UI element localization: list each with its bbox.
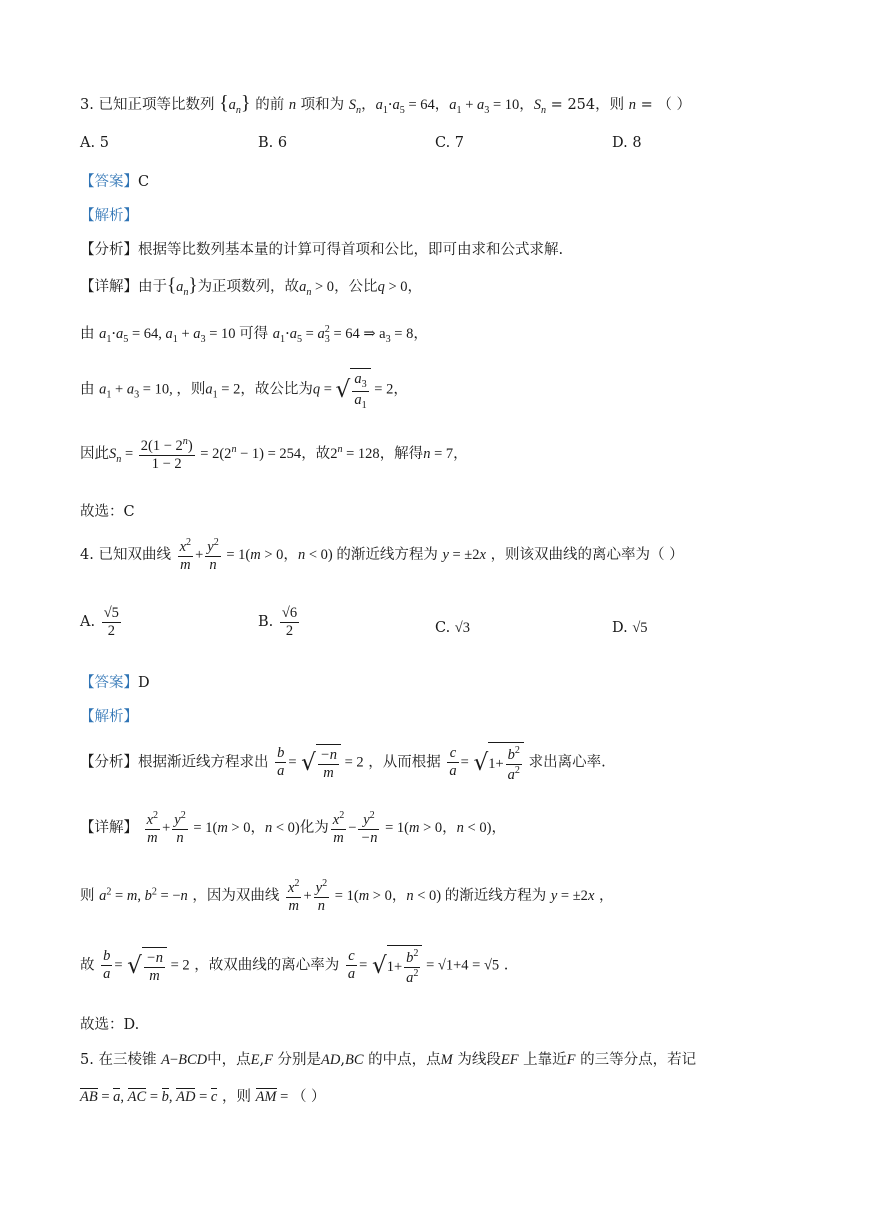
q3-choose: 故选：C [80,504,135,520]
q3-xiangjie-1: 【详解】由于$\{a_n\}$为正项数列，故$a_n > 0$，公比q > 0， [80,275,422,298]
q5-vectors: AB = a, AC = b, AD = c ，则 AM = （ ） [80,1089,326,1105]
q4-fenxi: 【分析】根据渐近线方程求出 $\frac{b}{a}$ = √ $\frac{-n}{m}$ = 2 ，从而根据 $\frac{c}{a}$ = √1+ $\frac{b^2}{a^2}$ 求出离心率. [80,742,810,792]
q3-fenxi: 【分析】根据等比数列基本量的计算可得首项和公比，即可由求和公式求解. [80,242,564,258]
q4-option-d: D. √5 [612,620,648,636]
q3-option-d: D. 8 [612,135,642,151]
q3-stem: 3. 已知正项等比数列 $\{a_n\}$ 的前 n 项和为 $S_n$，$a_1\cdot a_5 = 64$，$a_1 + a_3 = 10$，$S_n = 254$，则 n = （ ） [80,92,691,116]
q3-xiangjie-2: 由 $a_1\cdot a_5 = 64$, $a_1 + a_3 = 10$ 可得 $a_1\cdot a_5 = a_3^2 = 64$ ⇒ $a_3 = 8$， [80,324,428,345]
q3-analysis-tag: 【解析】 [80,208,138,224]
q4-stem: 4. 已知双曲线 $\frac{x^2}{m}$ + $\frac{y^2}{n}$ = 1(m > 0，n < 0) 的渐近线方程为 y = ±2x ，则该双曲线的离心率为（ ） [80,537,684,573]
q4-analysis-tag: 【解析】 [80,709,138,725]
q4-xiangjie-3: 故 $\frac{b}{a}$ = √ $\frac{-n}{m}$ = 2 ，故双曲线的离心率为 $\frac{c}{a}$ = √1+ $\frac{b^2}{a^2}$ = √1+4 = √5 . [80,945,810,995]
q4-xiangjie-2: 则 $a^2 = m$, $b^2 = -n$ ，因为双曲线 $\frac{x^2}{m}$ + $\frac{y^2}{n}$ = 1(m > 0，n < 0) 的渐近线方程为 y = ±2x ， [80,878,614,914]
q4-option-a: A. $\frac{√5}{2}$ [80,605,119,639]
q4-option-c: C. √3 [435,620,471,636]
q3-option-b: B. 6 [258,135,288,151]
q3-xiangjie-4: 因此$S_n$ = $\frac{2(1 - 2^n)}{1 - 2}$ = $2(2^n - 1) = 254$，故$2^n = 128$，解得n = 7， [80,436,468,472]
q3-option-c: C. 7 [435,135,465,151]
q3-answer: 【答案】C [80,174,150,190]
q3-xiangjie-3: 由 $a_1 + a_3 = 10$, ，则$a_1 = 2$，故公比为q = √ $\frac{a_3}{a_1}$ = 2， [80,368,810,418]
q4-answer: 【答案】D [80,675,150,691]
q4-xiangjie-1: 【详解】 $\frac{x^2}{m}$ + $\frac{y^2}{n}$ = 1(m > 0，n < 0)化为 $\frac{x^2}{m}$ − $\frac{y^2}{-n}$ = 1(m > 0，n < 0)， [80,810,506,846]
q4-option-b: B. $\frac{√6}{2}$ [258,605,298,639]
q4-choose: 故选：D. [80,1017,140,1033]
q5-stem: 5. 在三棱锥 A−BCD中，点E,F 分别是AD,BC 的中点，点M 为线段EF 上靠近F 的三等分点，若记 [80,1052,697,1068]
q3-option-a: A. 5 [80,135,109,151]
